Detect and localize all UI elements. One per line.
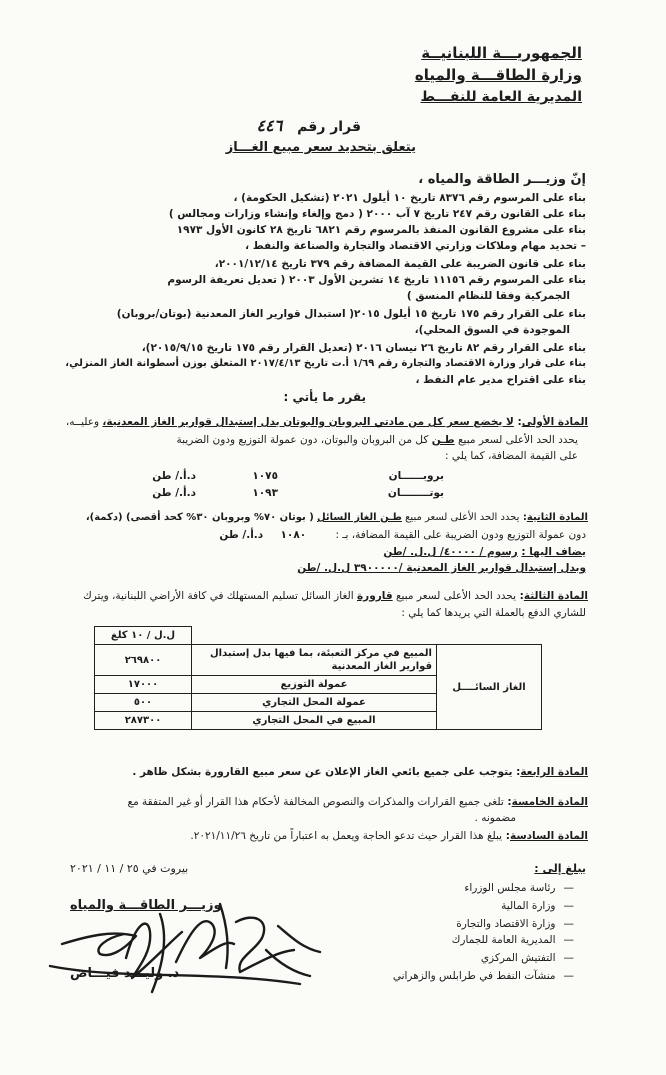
- price-name: بوتــــــــان: [387, 487, 444, 499]
- table-row-label: المبيع في مركز التعبئة، بما فيها بدل إستبدال قوارير الغاز المعدنية: [192, 645, 437, 676]
- table-row-value: ٥٠٠: [95, 694, 192, 712]
- header-ministry: وزارة الطاقـــة والمياه: [414, 66, 582, 84]
- article5-line1: المادة الخامسة: تلغى جميع القرارات والمذكرات والنصوص المخالفة لأحكام هذا القرار أو غير المتفقة مع: [127, 796, 588, 808]
- preamble-line: بناء على المرسوم رقم ١١١٥٦ تاريخ ١٤ تشرين الأول ٢٠٠٣ ( تعديل تعريفة الرسوم: [167, 274, 586, 286]
- preamble-line: بناء على قرار وزارة الاقتصاد والتجارة رقم ١/٦٩ أ.ت تاريخ ٢٠١٧/٤/١٣ المتعلق بوزن أسطوانة الغاز المنزلي،: [65, 358, 586, 369]
- preamble-line: بناء على القرار رقم ٨٢ تاريخ ٢٦ نيسان ٢٠١٦ (تعديل القرار رقم ١٧٥ تاريخ ٢٠١٥/٩/١٥)،: [141, 342, 586, 354]
- article1-heading: لا يخضع سعر كل من مادتي البروبان والبوتان بدل إستبدال قوارير الغاز المعدنية،: [102, 416, 514, 428]
- table-row-label: المبيع في المحل التجاري: [192, 712, 437, 730]
- article4: المادة الرابعة: يتوجب على جميع بائعي الغاز الإعلان عن سعر مبيع القارورة بشكل ظاهر .: [132, 766, 588, 778]
- article5-line2: مضمونه .: [474, 812, 516, 824]
- table-row-value: ٢٦٩٨٠٠: [95, 645, 192, 676]
- table-row-label: عمولة التوزيع: [192, 676, 437, 694]
- distribution-item: — منشآت النفط في طرابلس والزهراني: [393, 968, 574, 984]
- article1-label: المادة الأولى: [521, 416, 588, 428]
- decision-number: قرار رقم ٤٤٦: [256, 116, 361, 135]
- preamble-line: بناء على مشروع القانون المنفذ بالمرسوم رقم ٦٨٢١ تاريخ ٢٨ كانون الأول ١٩٧٣: [176, 224, 586, 236]
- price-value: ١٠٩٣: [252, 487, 278, 499]
- article3-label: المادة الثالثة: [523, 590, 588, 602]
- preamble-line: بناء على قانون الضريبة على القيمة المضافة رقم ٣٧٩ تاريخ ٢٠٠١/١٢/١٤،: [214, 258, 586, 270]
- signature-name: د. وليـــد فيـــاض: [70, 966, 180, 981]
- distribution-item: — وزارة الاقتصاد والتجارة: [456, 916, 574, 932]
- decides-heading: يقرر ما يأتي :: [283, 390, 366, 404]
- table-row: [95, 627, 542, 645]
- article3-line2: للشاري الدفع بالعملة التي يريدها كما يلي :: [401, 607, 586, 619]
- article6-label: المادة السادسة: [509, 830, 588, 842]
- table-group-label: الغاز السائــــل: [437, 645, 542, 730]
- distribution-item: — التفتيش المركزي: [481, 950, 574, 966]
- decision-subject: يتعلق بتحديد سعر مبيع الغـــاز: [225, 140, 416, 155]
- preamble-line: الجمركية وفقا للنظام المنسق ): [406, 290, 570, 302]
- article6: المادة السادسة: يبلغ هذا القرار حيث تدعو الحاجة ويعمل به اعتباراً من تاريخ ٢٠٢١/١١/٢٦.: [190, 830, 588, 842]
- distribution-item: — رئاسة مجلس الوزراء: [464, 880, 574, 896]
- article2-label: المادة الثانية: [526, 512, 588, 523]
- article1-line3: على القيمة المضافة، كما يلي :: [445, 450, 578, 462]
- header-directorate: المديرية العامة للنفـــط: [420, 89, 582, 105]
- article1-line1: المادة الأولى: لا يخضع سعر كل من مادتي البروبان والبوتان بدل إستبدال قوارير الغاز المعدنية، وعليــه،: [65, 416, 588, 428]
- table-row-value: ١٧٠٠٠: [95, 676, 192, 694]
- article5-label: المادة الخامسة: [511, 796, 588, 808]
- article2-line1: المادة الثانية: يحدد الحد الأعلى لسعر مبيع طـن الغاز السائل ( بوتان ٧٠% وبروبان ٣٠% كحد أقصى) (دكمة)،: [85, 512, 588, 523]
- preamble-line: بناء على القانون رقم ٢٤٧ تاريخ ٧ آب ٢٠٠٠ ( دمج وإلغاء وإنشاء وزارات ومجالس ): [168, 208, 586, 220]
- signature-title: وزيـــر الطاقـــة والمياه: [70, 898, 222, 913]
- preamble-line: بناء على القرار رقم ١٧٥ تاريخ ١٥ أيلول ٢٠١٥( استبدال قوارير الغاز المعدنية (بوتان/بروبان): [116, 308, 586, 320]
- distribution-title: يبلغ إلى :: [534, 862, 586, 875]
- minister-line: إنّ وزيـــر الطاقة والمياه ،: [418, 172, 586, 187]
- handwritten-signature: [40, 892, 340, 1002]
- preamble-line: بناء على المرسوم رقم ٨٣٧٦ تاريخ ١٠ أيلول ٢٠٢١ (تشكيل الحكومة) ،: [233, 192, 586, 204]
- article4-label: المادة الرابعة: [520, 766, 588, 778]
- table-row: [95, 645, 542, 676]
- article3-line1: المادة الثالثة: يحدد الحد الأعلى لسعر مبيع قارورة الغاز السائل تسليم المستهلك في كافة الأراضي اللبنانية، ويترك: [83, 590, 588, 602]
- table-row-label: عمولة المحل التجاري: [192, 694, 437, 712]
- table-row-value: ٢٨٧٣٠٠: [95, 712, 192, 730]
- header-republic: الجمهوريـــة اللبنانيــة: [421, 44, 582, 62]
- price-table: [94, 626, 542, 730]
- article2-replacement: وبدل إستبدال قوارير الغاز المعدنية /٣٩٠٠٠٠٠ ل.ل. /طن: [297, 562, 586, 574]
- signature-date: بيروت في ٢٥ / ١١ / ٢٠٢١: [70, 862, 189, 875]
- preamble-line: بناء على اقتراح مدير عام النفط ،: [415, 374, 586, 386]
- decision-number-value: ٤٤٦: [256, 116, 283, 135]
- preamble-line: الموجودة في السوق المحلي)،: [414, 324, 570, 336]
- article2-line2: دون عمولة التوزيع ودون الضريبة على القيمة المضافة، بـ : ١٠٨٠ د.أ./ طن: [219, 529, 586, 541]
- distribution-item: — وزارة المالية: [501, 898, 574, 914]
- article2-add: يضاف اليها : رسوم / ٤٠٠٠٠/ ل.ل. /طن: [383, 546, 586, 558]
- price-value: ١٠٧٥: [252, 470, 278, 482]
- table-header: ل.ل / ١٠ كلغ: [95, 627, 192, 645]
- price-unit: د.أ./ طن: [152, 487, 196, 499]
- preamble-line: – تحديد مهام وملاكات وزارتي الاقتصاد والتجارة والصناعة والنفط ،: [245, 240, 586, 252]
- price-unit: د.أ./ طن: [152, 470, 196, 482]
- article1-line2: يحدد الحد الأعلى لسعر مبيع طـن كل من البروبان والبوتان، دون عمولة التوزيع ودون الضريبة: [176, 434, 578, 446]
- price-name: بروبــــــان: [388, 470, 444, 482]
- distribution-item: — المديرية العامة للجمارك: [452, 932, 574, 948]
